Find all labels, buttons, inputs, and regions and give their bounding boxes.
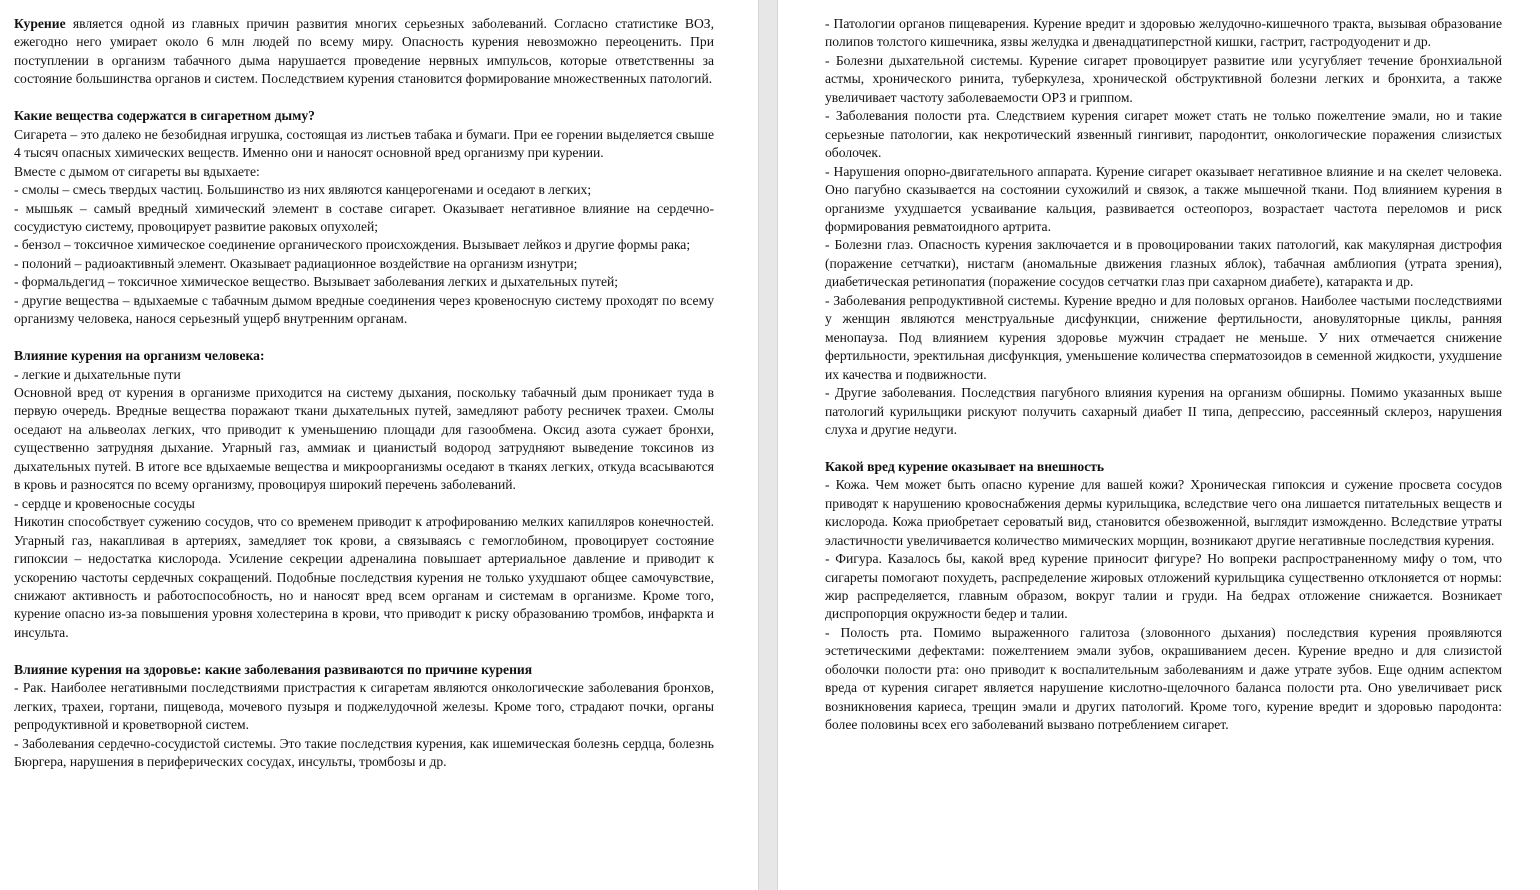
list-item: - сердце и кровеносные сосуды bbox=[14, 495, 195, 511]
blank-line bbox=[825, 439, 1502, 457]
heading-appearance: Какой вред курение оказывает на внешность bbox=[825, 458, 1105, 474]
blank-line bbox=[14, 89, 714, 107]
list-item: - Заболевания сердечно-сосудистой системы. Это такие последствия курения, как ишемическая болезнь сердца, болезнь Бюргера, нарушения в периферических сосудах, инсульты, тромбозы и др. bbox=[14, 735, 714, 770]
page-left-text bbox=[14, 15, 714, 772]
list-item: - Нарушения опорно-двигательного аппарата. Курение сигарет оказывает негативное влияние и на скелет человека. Оно пагубно сказывается на состоянии сухожилий и связок, а также мышечной ткани. Под влиянием курения в организме ухудшается усваивание кальция, развивается остеопороз, возрастает частота переломов и риск формирования ревматоидного артрита. bbox=[825, 163, 1502, 234]
heading-body-influence: Влияние курения на организм человека: bbox=[14, 348, 265, 364]
page-right bbox=[778, 0, 1540, 890]
list-item: - Фигура. Казалось бы, какой вред курение приносит фигуре? Но вопреки распространенному мифу о том, что сигареты помогают похудеть, распределение жировых отложений курильщика существенно отклоняется от нормы: жир распределяется, главным образом, вокруг талии и груди. На бедрах отложение снижается. Возникает диспропорция окружности бедер и талии. bbox=[825, 551, 1502, 622]
paragraph: Никотин способствует сужению сосудов, что со временем приводит к атрофированию мелких капилляров конечностей. Угарный газ, накапливая в артериях, замедляет ток крови, а связываясь с гемоглобином, провоцирует состояние гипоксии – недостатка кислорода. Усиление секреции адреналина повышает артериальное давление и приводит к ускорению частоты сердечных сокращений. Подобные последствия курения не только ухудшают общее самочувствие, снижают активность и работоспособность, но и наносят вред всем органам и системам в организме. Кроме того, курение опасно из-за повышения уровня холестерина в крови, что приводит к риску образованию тромбов, инфаркта и инсульта. bbox=[14, 514, 714, 640]
list-item: - Болезни глаз. Опасность курения заключается и в провоцировании таких патологий, как макулярная дистрофия (поражение сетчатки), нистагм (аномальные движения глазных яблок), табачная амблиопия (утрата зрения), диабетическая ретинопатия (поражение сосудов сетчатки глаз при сахарном диабете), катаракта и др. bbox=[825, 237, 1502, 290]
heading-substances: Какие вещества содержатся в сигаретном дыму? bbox=[14, 108, 315, 124]
page-right-text bbox=[825, 15, 1502, 735]
list-item: - Заболевания репродуктивной системы. Курение вредно и для половых органов. Наиболее частыми последствиями у женщин являются менструальные дисфункции, снижение фертильности, ановуляторные циклы, ранняя менопауза. Под влиянием курения здоровье мужчин страдает не меньше. У них отмечается снижение фертильности, эректильная дисфункция, уменьшение количества сперматозоидов в семенной жидкости, ухудшение их качества и подвижности. bbox=[825, 292, 1502, 382]
blank-line bbox=[14, 329, 714, 347]
paragraph: Вместе с дымом от сигареты вы вдыхаете: bbox=[14, 163, 260, 179]
list-item: - Болезни дыхательной системы. Курение сигарет провоцирует развитие или усугубляет течение бронхиальной астмы, хронического ринита, туберкулеза, хронической обструктивной болезни легких и бронхита, а также увеличивает частоту заболеваемости ОРЗ и гриппом. bbox=[825, 52, 1502, 105]
intro-bold-term: Курение bbox=[14, 16, 66, 31]
page-left bbox=[0, 0, 758, 890]
list-item: - Патологии органов пищеварения. Курение вредит и здоровью желудочно-кишечного тракта, вызывая образование полипов толстого кишечника, язвы желудка и двенадцатиперстной кишки, гастрит, гастродуоденит и др. bbox=[825, 16, 1502, 50]
list-item: - бензол – токсичное химическое соединение органического происхождения. Вызывает лейкоз и другие формы рака; bbox=[14, 237, 691, 253]
list-item: - Другие заболевания. Последствия пагубного влияния курения на организм обширны. Помимо указанных выше патологий курильщики рискуют получить сахарный диабет II типа, депрессию, рассеянный склероз, нарушения слуха и другие недуги. bbox=[825, 385, 1502, 437]
list-item: - формальдегид – токсичное химическое вещество. Вызывает заболевания легких и дыхательных путей; bbox=[14, 274, 619, 290]
paragraph: Основной вред от курения в организме приходится на систему дыхания, поскольку табачный дым проникает туда в первую очередь. Вредные вещества поражают ткани дыхательных путей, замедляют работу ресничек трахеи. Смолы оседают на альвеолах легких, что приводит к уменьшению площади для газообмена. Оксид азота сужает бронхи, существенно затрудняя дыхание. Угарный газ, аммиак и цианистый водород затрудняют выведение токсинов из дыхательных путей. В итоге все вдыхаемые вещества и микроорганизмы оседают в тканях легких, откуда всасываются в кровь и разносятся по всему организму, провоцируя широкий перечень заболеваний. bbox=[14, 385, 714, 493]
page-gap bbox=[758, 0, 778, 890]
list-item: - Рак. Наиболее негативными последствиями пристрастия к сигаретам являются онкологические заболевания бронхов, легких, трахеи, гортани, пищевода, мочевого пузыря и поджелудочной железы. Кроме того, страдают почки, органы репродуктивной и кроветворной систем. bbox=[14, 680, 714, 733]
heading-diseases: Влияние курения на здоровье: какие заболевания развиваются по причине курения bbox=[14, 661, 533, 677]
list-item: - мышьяк – самый вредный химический элемент в составе сигарет. Оказывает негативное влияние на сердечно-сосудистую систему, провоцирует развитие раковых опухолей; bbox=[14, 200, 714, 234]
intro-text: является одной из главных причин развития многих серьезных заболеваний. Согласно статистике ВОЗ, ежегодно него умирает около 6 млн людей по всему миру. Опасность курения невозможно переоценить. При поступлении в организм табачного дыма нарушается проведение нервных импульсов, которые ответственны за состояние большинства органов и систем. Последствием курения становится формирование множественных патологий. bbox=[14, 16, 714, 87]
list-item: - Заболевания полости рта. Следствием курения сигарет может стать не только пожелтение эмали, но и такие серьезные патологии, как некротический язвенный гингивит, пародонтит, онкологические поражения слизистых оболочек. bbox=[825, 108, 1502, 161]
list-item: - смолы – смесь твердых частиц. Большинство из них являются канцерогенами и оседают в легких; bbox=[14, 182, 592, 198]
intro-paragraph bbox=[14, 15, 714, 89]
list-item: - Кожа. Чем может быть опасно курение для вашей кожи? Хроническая гипоксия и сужение просвета сосудов приводят к нарушению кровоснабжения дермы курильщика, вследствие чего она лишается питательных веществ и кислорода. Кожа приобретает сероватый вид, становится обезвоженной, выглядит изможденно. Вследствие утраты эластичности увеличивается количество мимических морщин, возникают другие негативные последствия курения. bbox=[825, 477, 1502, 548]
paragraph: Сигарета – это далеко не безобидная игрушка, состоящая из листьев табака и бумаги. При ее горении выделяется свыше 4 тысяч опасных химических веществ. Именно они и наносят основной вред организму при курении. bbox=[14, 126, 714, 161]
list-item: - легкие и дыхательные пути bbox=[14, 366, 181, 382]
blank-line bbox=[14, 642, 714, 660]
list-item: - другие вещества – вдыхаемые с табачным дымом вредные соединения через кровеносную систему проходят по всему организму человека, нанося серьезный ущерб внутренним органам. bbox=[14, 292, 714, 327]
list-item: - Полость рта. Помимо выраженного галитоза (зловонного дыхания) последствия курения проявляются эстетическими дефектами: пожелтением эмали зубов, окрашиванием десен. Курение вредно и для слизистой оболочки полости рта: оно приводит к воспалительным заболеваниям и даже утрате зубов. Еще одним аспектом вреда от курения сигарет является нарушение кислотно-щелочного баланса полости рта. Оно увеличивает риск возникновения кариеса, трещин эмали и других патологий. Кроме того, курение вредит и здоровью пародонта: более половины всех его заболеваний вызвано потреблением сигарет. bbox=[825, 624, 1502, 733]
list-item: - полоний – радиоактивный элемент. Оказывает радиационное воздействие на организм изнутри; bbox=[14, 255, 578, 271]
